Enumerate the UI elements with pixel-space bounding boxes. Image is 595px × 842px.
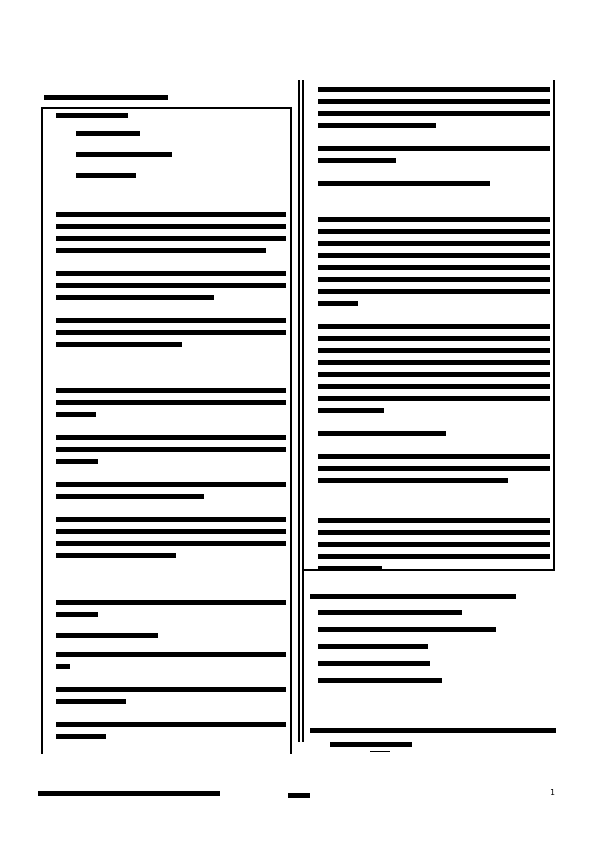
right-column-border-right [553,80,555,570]
right-para-line [318,229,550,234]
left-para-line [56,412,96,417]
left-para-line [56,459,98,464]
left-para-line [56,318,286,323]
left-para-line [56,248,266,253]
right-para-line [318,277,550,282]
right-para-line [318,384,550,389]
footer-left [38,791,220,796]
right-para-line [318,466,550,471]
right-list-item [318,661,430,666]
right-para-line [318,253,550,258]
right-para-line [318,241,550,246]
left-para-line [56,212,286,217]
right-para-line [318,87,550,92]
right-para-line [318,454,550,459]
left-para-line [56,722,286,727]
left-para-line [56,224,286,229]
left-list-item [76,173,136,178]
right-para-line [318,265,550,270]
left-para-line [56,283,286,288]
right-para-line [318,324,550,329]
right-list-item [318,610,462,615]
footer-center [288,793,310,798]
left-para-line [56,494,204,499]
left-column-border-left [41,107,43,754]
left-para-line [56,612,98,617]
left-list-item [76,131,140,136]
right-signature-line-2 [330,742,412,747]
right-list-item [318,627,496,632]
left-para-line [56,388,286,393]
left-para-line [56,687,286,692]
right-para-line [318,408,384,413]
left-para-line [56,600,286,605]
right-para-line [318,518,550,523]
right-para-line [318,396,550,401]
right-para-line [318,123,436,128]
right-para-line [318,289,550,294]
left-para-line [56,400,286,405]
right-list-item [318,644,428,649]
left-column-border-top [41,107,292,109]
left-para-line [56,271,286,276]
right-list-item [318,678,442,683]
left-para-line [56,517,286,522]
left-para-line [56,330,286,335]
right-para-line [318,566,382,571]
left-para-line [56,652,286,657]
left-para-line [56,482,286,487]
left-para-line [56,342,182,347]
right-para-line [318,301,358,306]
right-para-line [318,217,550,222]
left-para-line [56,553,176,558]
left-column-border-right [290,107,292,754]
column-divider-a [298,80,300,742]
right-para-line [318,336,550,341]
left-para-line [56,529,286,534]
right-para-line [318,158,396,163]
right-para-line [318,181,490,186]
right-para-line [318,372,550,377]
left-para-line [56,236,286,241]
page-number: 1 [550,788,555,797]
left-para-line [56,295,214,300]
left-para-line [56,541,286,546]
left-para-line [56,435,286,440]
right-para-line [318,360,550,365]
right-para-line [318,554,550,559]
left-para-line [56,664,70,669]
left-column-header [44,95,168,100]
column-divider-b [302,80,304,742]
right-para-line [318,530,550,535]
left-list-item [76,152,172,157]
right-para-line [318,146,550,151]
right-para-line [318,348,550,353]
right-para-line [318,542,550,547]
right-signature-line [310,728,556,733]
left-list-heading [56,113,128,118]
left-para-line [56,734,106,739]
right-list-heading [310,594,516,599]
left-para-line [56,447,286,452]
right-para-line [318,478,508,483]
right-para-line [318,431,446,436]
right-para-line [318,111,550,116]
left-para-line [56,633,158,638]
right-para-line [318,99,550,104]
signature-underline [370,751,390,752]
left-para-line [56,699,126,704]
